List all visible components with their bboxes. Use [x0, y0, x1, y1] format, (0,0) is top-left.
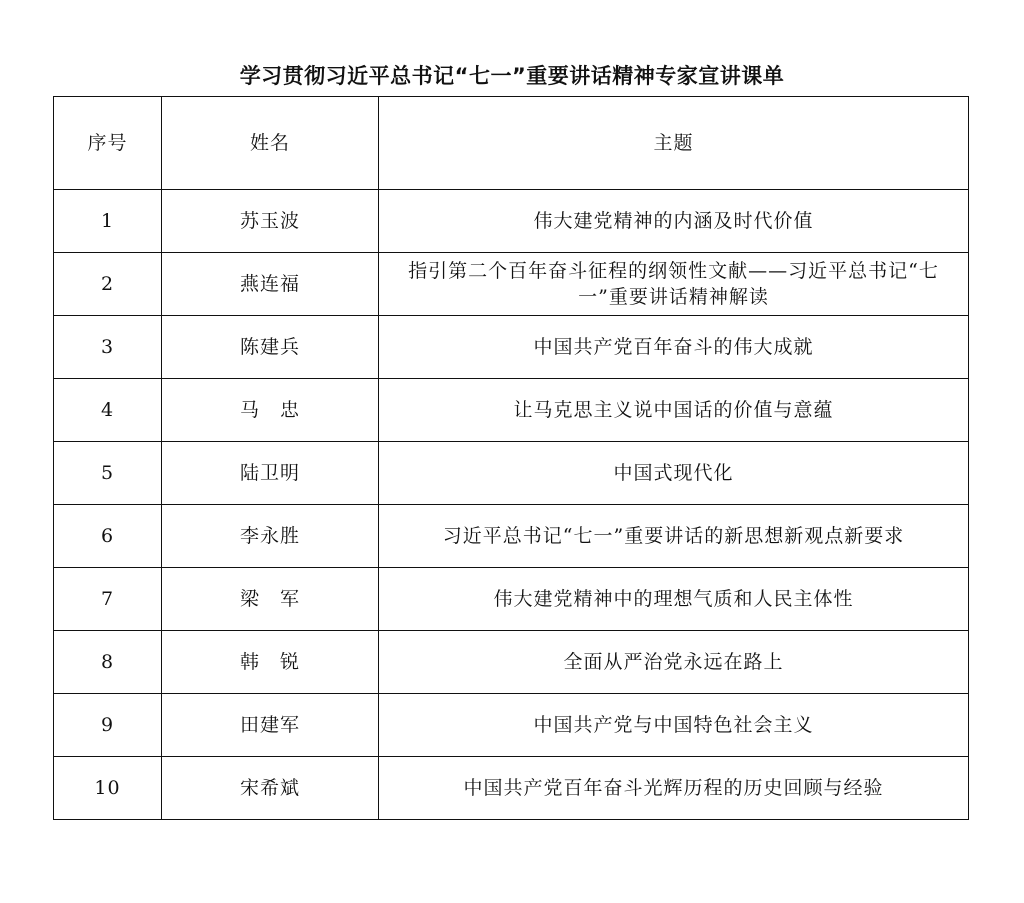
table-row	[54, 379, 969, 442]
course-table	[53, 96, 969, 820]
table-row	[54, 505, 969, 568]
row-topic: 伟大建党精神的内涵及时代价值	[379, 190, 969, 253]
table-row	[54, 253, 969, 316]
row-index: 8	[54, 631, 162, 694]
row-topic: 让马克思主义说中国话的价值与意蕴	[379, 379, 969, 442]
table-row	[54, 190, 969, 253]
row-topic: 中国共产党百年奋斗光辉历程的历史回顾与经验	[379, 757, 969, 820]
table-row	[54, 631, 969, 694]
row-topic: 全面从严治党永远在路上	[379, 631, 969, 694]
row-name: 韩 锐	[162, 631, 379, 694]
row-name: 马 忠	[162, 379, 379, 442]
row-index: 5	[54, 442, 162, 505]
row-index: 10	[54, 757, 162, 820]
row-name: 陆卫明	[162, 442, 379, 505]
row-index: 3	[54, 316, 162, 379]
row-index: 6	[54, 505, 162, 568]
row-index: 9	[54, 694, 162, 757]
row-topic: 伟大建党精神中的理想气质和人民主体性	[379, 568, 969, 631]
table-row	[54, 442, 969, 505]
row-name: 梁 军	[162, 568, 379, 631]
row-topic: 习近平总书记“七一”重要讲话的新思想新观点新要求	[379, 505, 969, 568]
row-index: 2	[54, 253, 162, 316]
row-topic: 指引第二个百年奋斗征程的纲领性文献——习近平总书记“七一”重要讲话精神解读	[379, 253, 969, 316]
table-row	[54, 568, 969, 631]
table-row	[54, 694, 969, 757]
row-name: 燕连福	[162, 253, 379, 316]
page-title: 学习贯彻习近平总书记“七一”重要讲话精神专家宣讲课单	[239, 64, 785, 88]
row-topic: 中国式现代化	[379, 442, 969, 505]
row-name: 陈建兵	[162, 316, 379, 379]
row-name: 苏玉波	[162, 190, 379, 253]
table-header-row	[54, 97, 969, 190]
table-row	[54, 757, 969, 820]
row-index: 7	[54, 568, 162, 631]
row-index: 4	[54, 379, 162, 442]
row-name: 李永胜	[162, 505, 379, 568]
row-topic: 中国共产党与中国特色社会主义	[379, 694, 969, 757]
row-name: 田建军	[162, 694, 379, 757]
header-index: 序号	[54, 97, 162, 190]
header-topic: 主题	[379, 97, 969, 190]
row-name: 宋希斌	[162, 757, 379, 820]
table-row	[54, 316, 969, 379]
header-name: 姓名	[162, 97, 379, 190]
row-index: 1	[54, 190, 162, 253]
row-topic: 中国共产党百年奋斗的伟大成就	[379, 316, 969, 379]
